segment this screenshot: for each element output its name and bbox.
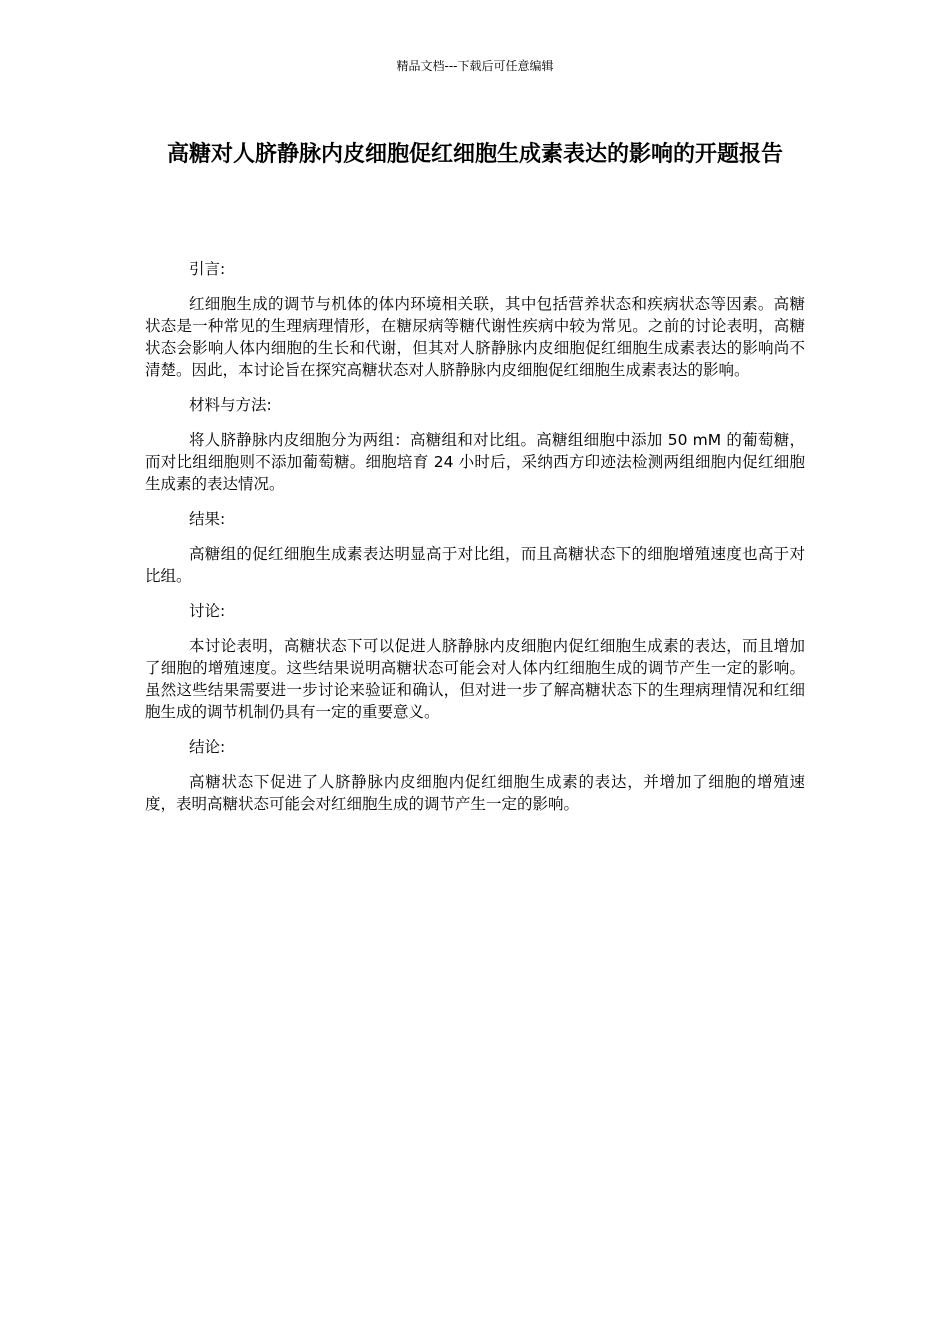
section-heading-results: 结果: bbox=[189, 510, 226, 528]
document-body bbox=[145, 258, 805, 828]
page-header: 精品文档---下载后可任意编辑 bbox=[396, 59, 554, 73]
document-title: 高糖对人脐静脉内皮细胞促红细胞生成素表达的影响的开题报告 bbox=[166, 142, 783, 167]
section-heading-methods: 材料与方法: bbox=[189, 396, 272, 414]
section-body-conclusion: 高糖状态下促进了人脐静脉内皮细胞内促红细胞生成素的表达，并增加了细胞的增殖速度，表明高糖状态可能会对红细胞生成的调节产生一定的影响。 bbox=[145, 773, 805, 813]
section-body-results: 高糖组的促红细胞生成素表达明显高于对比组，而且高糖状态下的细胞增殖速度也高于对比组。 bbox=[145, 545, 805, 585]
section-body-intro: 红细胞生成的调节与机体的体内环境相关联，其中包括营养状态和疾病状态等因素。高糖状态是一种常见的生理病理情形，在糖尿病等糖代谢性疾病中较为常见。之前的讨论表明，高糖状态会影响人体内细胞的生长和代谢，但其对人脐静脉内皮细胞促红细胞生成素表达的影响尚不清楚。因此，本讨论旨在探究高糖状态对人脐静脉内皮细胞促红细胞生成素表达的影响。 bbox=[145, 295, 805, 379]
section-heading-conclusion: 结论: bbox=[189, 738, 226, 756]
section-heading-intro: 引言: bbox=[189, 260, 226, 278]
section-heading-discussion: 讨论: bbox=[189, 602, 226, 620]
section-body-discussion: 本讨论表明，高糖状态下可以促进人脐静脉内皮细胞内促红细胞生成素的表达，而且增加了细胞的增殖速度。这些结果说明高糖状态可能会对人体内红细胞生成的调节产生一定的影响。虽然这些结果需要进一步讨论来验证和确认，但对进一步了解高糖状态下的生理病理情况和红细胞生成的调节机制仍具有一定的重要意义。 bbox=[145, 637, 805, 721]
section-body-methods: 将人脐静脉内皮细胞分为两组：高糖组和对比组。高糖组细胞中添加 50 mM 的葡萄糖，而对比组细胞则不添加葡萄糖。细胞培育 24 小时后，采纳西方印迹法检测两组细胞内促红细胞生成素的表达情况。 bbox=[145, 431, 805, 493]
